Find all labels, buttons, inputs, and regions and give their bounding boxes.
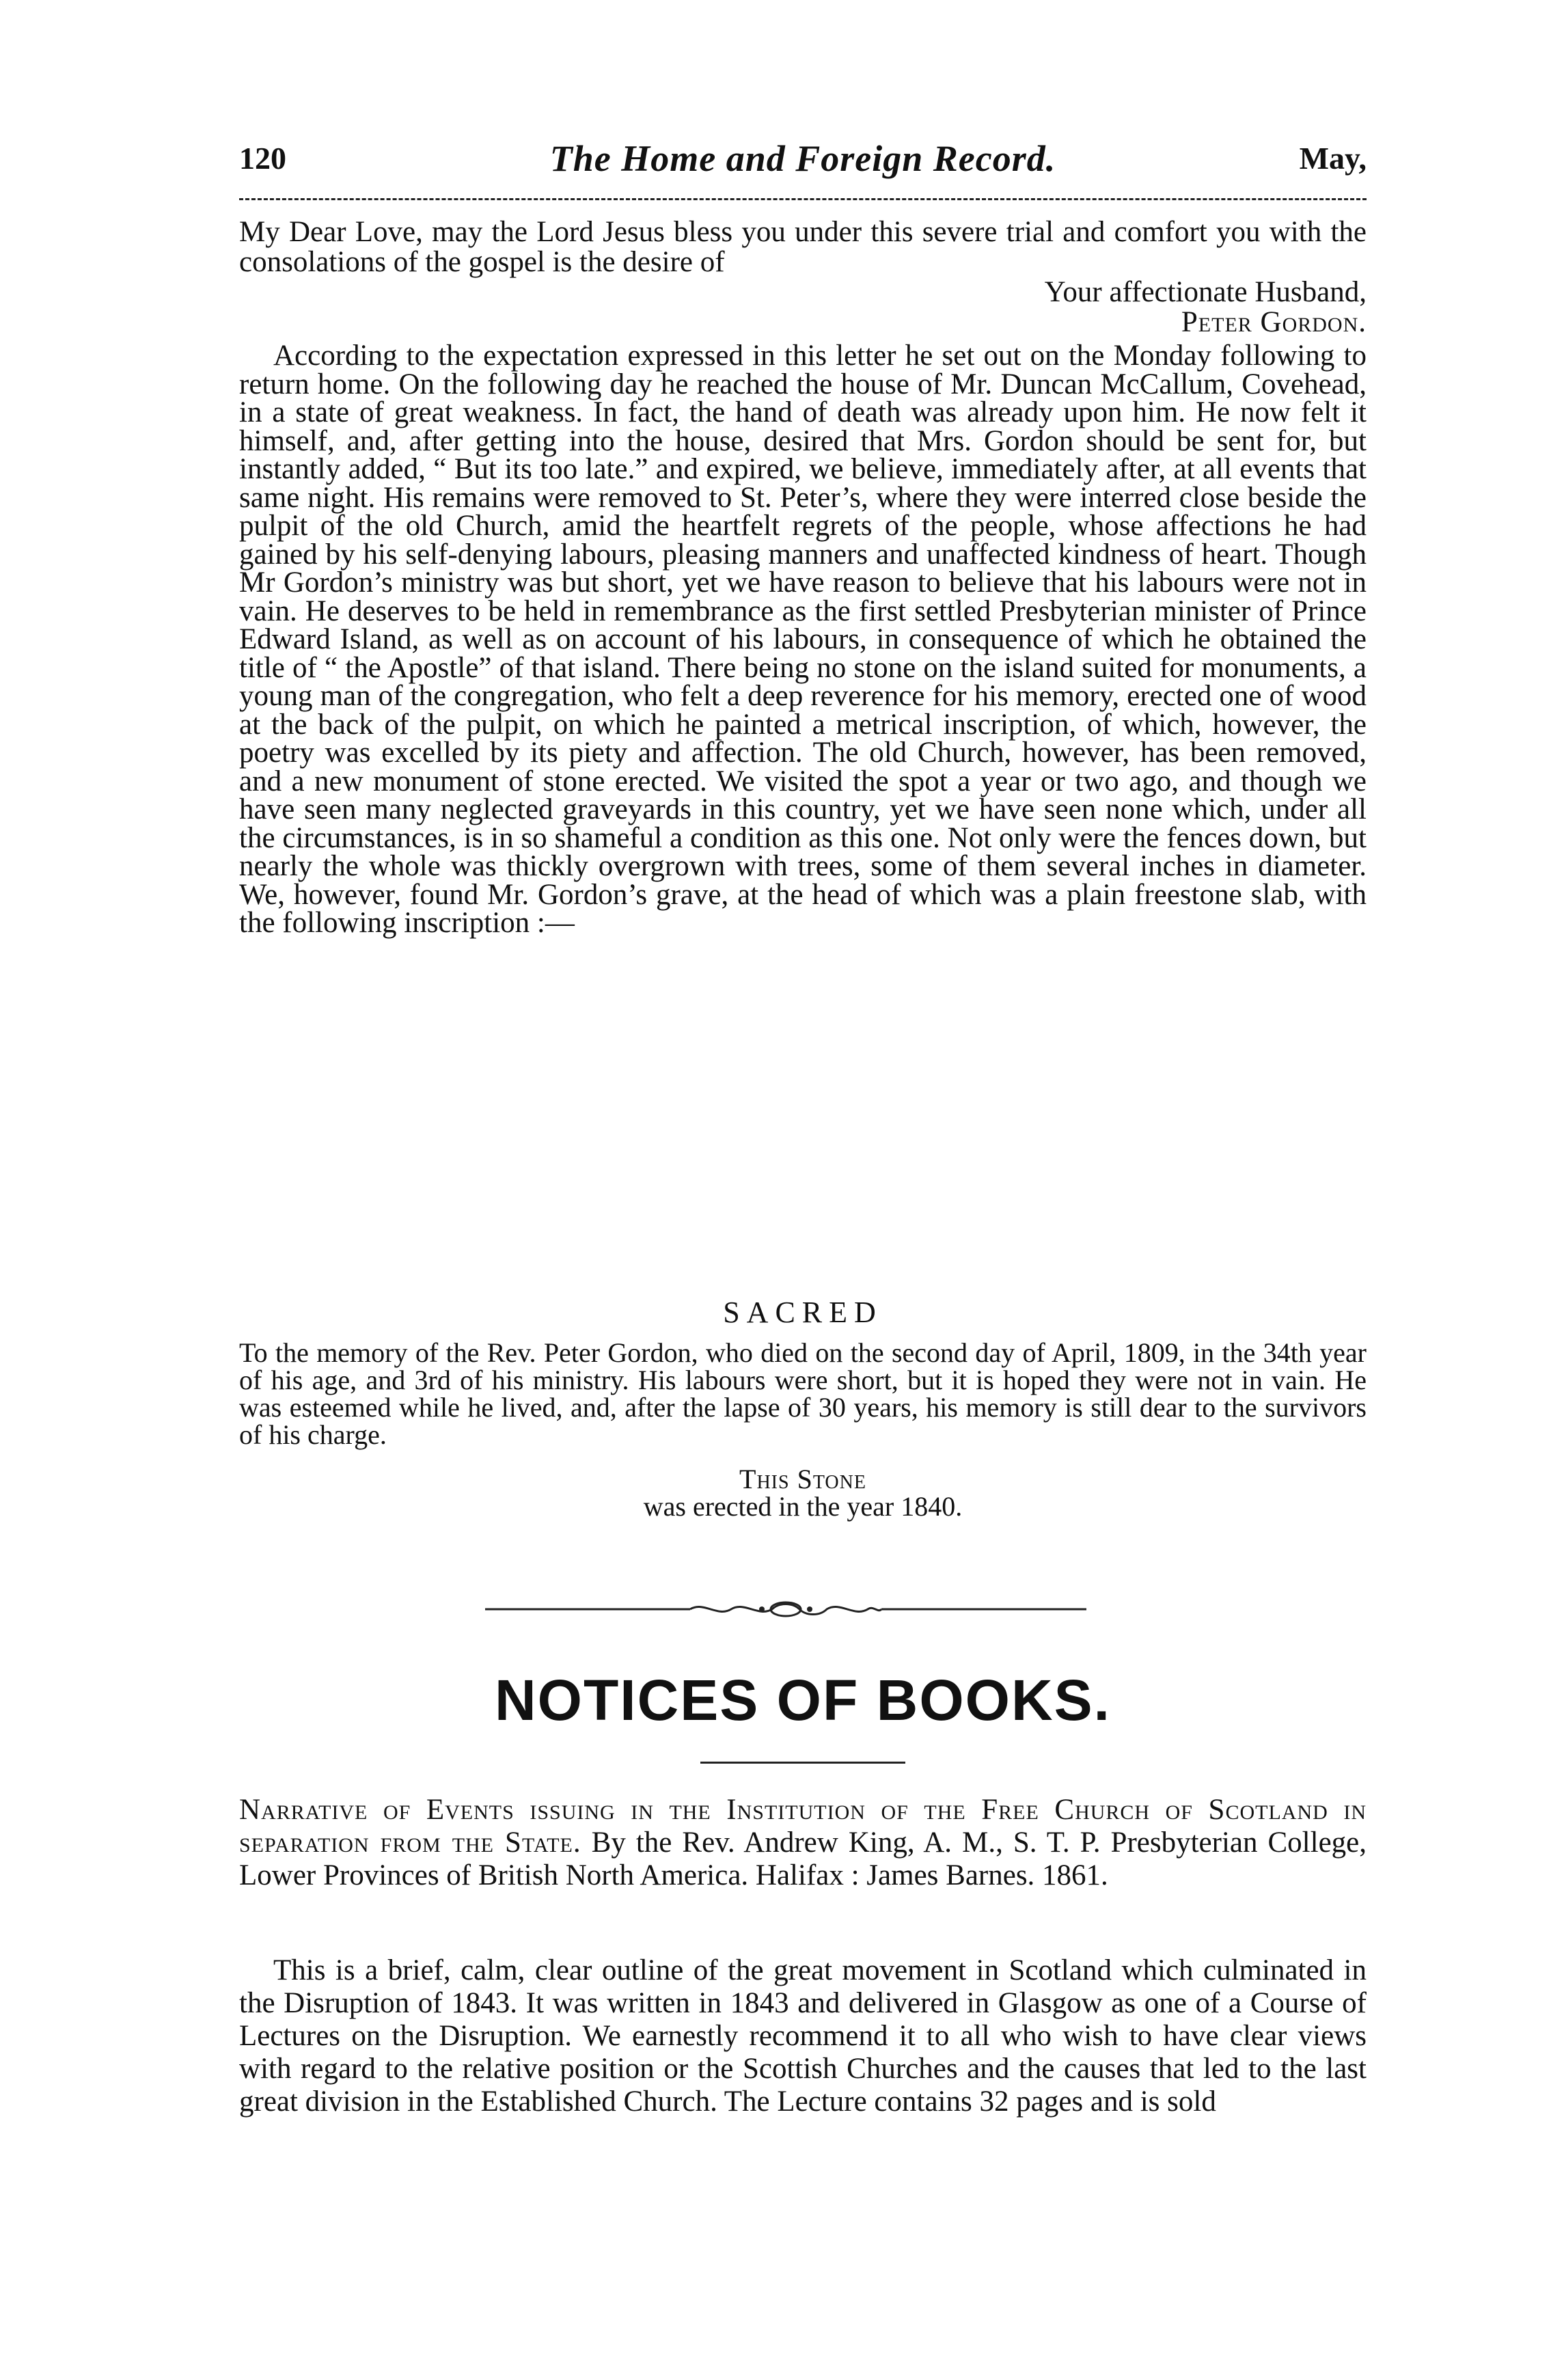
stone-note — [239, 1466, 1367, 1520]
book-title: Narrative of Events issuing in the Institution of the Free Church of Scotland in separation from the State. — [239, 1794, 1367, 1859]
valediction: Your affectionate Husband, — [1044, 276, 1367, 308]
letter-closing — [239, 217, 1367, 338]
stone-line-1: This Stone — [739, 1464, 866, 1494]
letter-closing-text: My Dear Love, may the Lord Jesus bless you under this severe trial and comfort you with the consolations of the gospel is the desire of — [239, 216, 1367, 278]
page-number: 120 — [239, 141, 286, 176]
month-label: May, — [1299, 141, 1367, 176]
title-rule — [700, 1762, 905, 1764]
narrative-section — [239, 342, 1367, 938]
letter-signoff — [239, 277, 1367, 338]
book-review-text: This is a brief, calm, clear outline of the great movement in Scotland which culminated in the Disruption of 1843. It was written in 1843 and delivered in Glasgow as one of a Course of Lectures on the Disruption. We earnestly recommend it to all who wish to have clear views with regard to the relative position or the Scottish Churches and the causes that led to the last great division in the Established Church. The Lecture contains 32 pages and is sold — [239, 1954, 1367, 2118]
running-head — [239, 140, 1367, 188]
narrative-paragraph: According to the expectation expressed in this letter he set out on the Monday following to return home. On the following day he reached the house of Mr. Duncan McCallum, Covehead, in a state of great weakness. In fact, the hand of death was already upon him. He now felt it himself, and, after getting into the house, desired that Mrs. Gordon should be sent for, but instantly added, “ But its too late.” and expired, we believe, immediately after, at all events that same night. His remains were removed to St. Peter’s, where they were interred close beside the pulpit of the old Church, amid the heartfelt regrets of the people, whose affections he had gained by his self-denying labours, pleasing manners and unaffected kindness of heart. Though Mr Gordon’s ministry was but short, yet we have reason to believe that his labours were not in vain. He deserves to be held in remembrance as the first settled Presbyterian minister of Prince Edward Island, as well as on account of his labours, in consequence of which he obtained the title of “ the Apostle” of that island. There being no stone on the island suited for monuments, a young man of the congregation, who felt a deep reverence for his memory, erected one of wood at the back of the pulpit, on which he painted a metrical inscription, of which, however, the poetry was excelled by its piety and affection. The old Church, however, has been removed, and a new monument of stone erected. We visited the spot a year or two ago, and though we have seen many neglected graveyards in this country, yet we have seen none which, under all the circumstances, is in so shameful a condition as this one. Not only were the fences down, but nearly the whole was thickly overgrown with trees, some of them several inches in diameter. We, however, found Mr. Gordon’s grave, at the head of which was a plain freestone slab, with the following inscription :— — [239, 340, 1367, 939]
book-review — [239, 1954, 1367, 2118]
section-title: NOTICES OF BOOKS. — [494, 1668, 1112, 1732]
book-citation — [239, 1794, 1367, 1892]
inscription-text-block — [239, 1339, 1367, 1449]
header-rule — [239, 198, 1367, 200]
book-details: By the Rev. Andrew King, A. M., S. T. P. Presbyterian College, Lower Provinces of British North America. Halifax : James Barnes. 1861. — [239, 1827, 1367, 1891]
inscription-text: To the memory of the Rev. Peter Gordon, who died on the second day of April, 1809, in the 34th year of his age, and 3rd of his ministry. His labours were short, but it is hoped they were not in vain. He was esteemed while he lived, and, after the lapse of 30 years, his memory is still dear to the survivors of his charge. — [239, 1337, 1367, 1450]
book-entry — [239, 1794, 1367, 1892]
inscription-heading: SACRED — [723, 1296, 883, 1329]
signature: Peter Gordon. — [1181, 306, 1367, 338]
ornamental-divider-icon — [485, 1596, 1086, 1623]
journal-title: The Home and Foreign Record. — [549, 138, 1056, 179]
stone-line-2: was erected in the year 1840. — [643, 1491, 963, 1522]
